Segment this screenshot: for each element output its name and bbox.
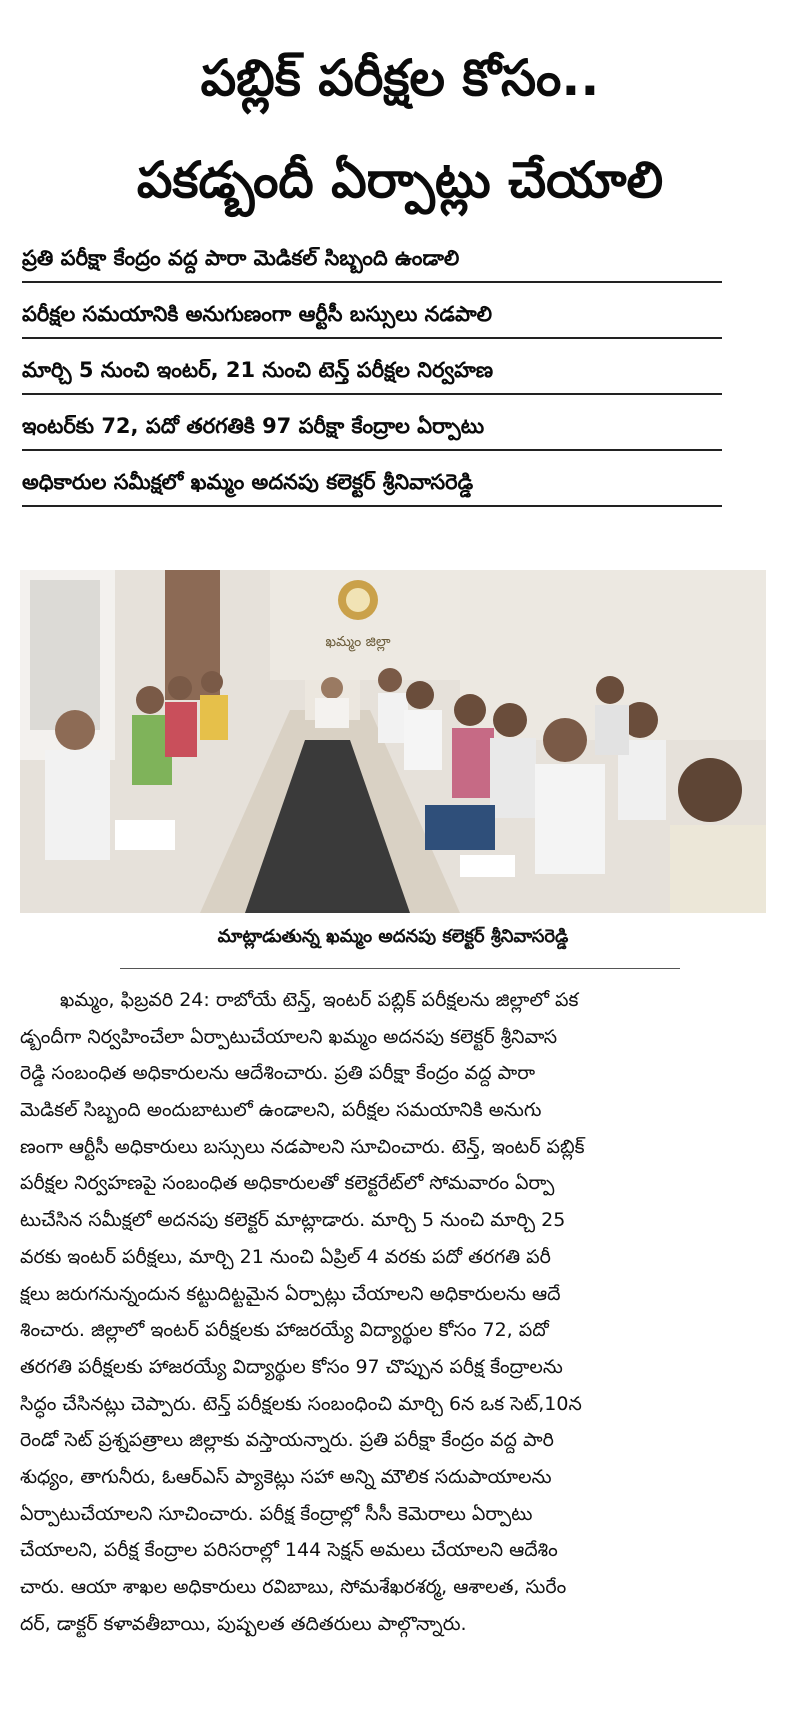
body-line: తరగతి పరీక్షలకు హాజరయ్యే విద్యార్థుల కోసం 97 చొప్పున పరీక్ష కేంద్రాలను [20, 1355, 563, 1378]
body-line: మెడికల్ సిబ్బంది అందుబాటులో ఉండాలని, పరీక్షల సమయానికి అనుగు [20, 1099, 542, 1122]
subhead-divider [22, 393, 722, 395]
body-line: రెడ్డి సంబంధిత అధికారులను ఆదేశించారు. ప్రతి పరీక్షా కేంద్రం వద్ద పారా [20, 1062, 536, 1085]
headline-line-2: పకడ్బందీ ఏర్పాట్లు చేయాలి [136, 151, 664, 209]
body-line: ణంగా ఆర్టీసీ అధికారులు బస్సులు నడపాలని సూచించారు. టెన్త్, ఇంటర్ పబ్లిక్ [20, 1135, 585, 1158]
body-line: టుచేసిన సమీక్షలో అదనపు కలెక్టర్ మాట్లాడారు. మార్చి 5 నుంచి మార్చి 25 [20, 1209, 566, 1232]
body-line: శుధ్యం, తాగునీరు, ఓఆర్ఎస్ ప్యాకెట్లు సహా అన్ని మౌలిక సదుపాయాలను [20, 1465, 552, 1488]
body-line: దర్, డాక్టర్ కళావతీబాయి, పుష్పలత తదితరులు పాల్గొన్నారు. [20, 1612, 467, 1635]
subhead-divider [22, 337, 722, 339]
body-line: శించారు. జిల్లాలో ఇంటర్ పరీక్షలకు హాజరయ్యే విద్యార్థుల కోసం 72, పదో [20, 1319, 549, 1342]
subhead-2: పరీక్షల సమయానికి అనుగుణంగా ఆర్టీసీ బస్సులు నడపాలి [22, 302, 492, 326]
subhead-divider [22, 505, 722, 507]
body-line: చేయాలని, పరీక్ష కేంద్రాల పరిసరాల్లో 144 సెక్షన్ అమలు చేయాలని ఆదేశిం [20, 1539, 558, 1562]
meeting-photo [20, 570, 766, 913]
subhead-3: మార్చి 5 నుంచి ఇంటర్, 21 నుంచి టెన్త్ పరీక్షల నిర్వహణ [22, 358, 494, 382]
article-body [20, 982, 766, 1702]
subhead-1: ప్రతి పరీక్షా కేంద్రం వద్ద పారా మెడికల్ సిబ్బంది ఉండాలి [22, 246, 460, 270]
body-line: రెండో సెట్ ప్రశ్నపత్రాలు జిల్లాకు వస్తాయన్నారు. ప్రతి పరీక్షా కేంద్రం వద్ద పారి [20, 1429, 554, 1452]
subhead-4: ఇంటర్‌కు 72, పదో తరగతికి 97 పరీక్షా కేంద్రాల ఏర్పాటు [22, 414, 485, 438]
body-line: ఏర్పాటుచేయాలని సూచించారు. పరీక్ష కేంద్రాల్లో సీసీ కెమెరాలు ఏర్పాటు [20, 1502, 533, 1525]
photo-caption: మాట్లాడుతున్న ఖమ్మం అదనపు కలెక్టర్ శ్రీనివాసరెడ్డి [217, 926, 569, 947]
meeting-photo-illustration [20, 570, 766, 913]
body-line: పరీక్షల నిర్వహణపై సంబంధిత అధికారులతో కలెక్టరేట్‌లో సోమవారం ఏర్పా [20, 1172, 555, 1195]
body-line: సిద్ధం చేసినట్లు చెప్పారు. టెన్త్ పరీక్షలకు సంబంధించి మార్చి 6న ఒక సెట్,10న [20, 1392, 582, 1415]
headline-line-1: పబ్లిక్ పరీక్షల కోసం.. [200, 49, 600, 107]
body-line: క్షలు జరుగనున్నందున కట్టుదిట్టమైన ఏర్పాట్లు చేయాలని అధికారులను ఆదే [20, 1282, 561, 1305]
subhead-divider [22, 449, 722, 451]
subhead-5: అధికారుల సమీక్షలో ఖమ్మం అదనపు కలెక్టర్ శ్రీనివాసరెడ్డి [22, 470, 474, 494]
body-line: ఖమ్మం, ఫిబ్రవరి 24: రాబోయే టెన్త్, ఇంటర్ పబ్లిక్ పరీక్షలను జిల్లాలో పక [60, 989, 579, 1011]
subhead-divider [22, 281, 722, 283]
caption-divider [120, 968, 680, 969]
body-line: వరకు ఇంటర్ పరీక్షలు, మార్చి 21 నుంచి ఏప్రిల్ 4 వరకు పదో తరగతి పరీ [20, 1245, 551, 1268]
body-line: డ్బందీగా నిర్వహించేలా ఏర్పాటుచేయాలని ఖమ్మం అదనపు కలెక్టర్ శ్రీనివాస [20, 1025, 558, 1048]
emblem-caption: ఖమ్మం జిల్లా [325, 634, 391, 650]
body-line: చారు. ఆయా శాఖల అధికారులు రవిబాబు, సోమశేఖరశర్మ, ఆశాలత, సురేం [20, 1576, 567, 1598]
